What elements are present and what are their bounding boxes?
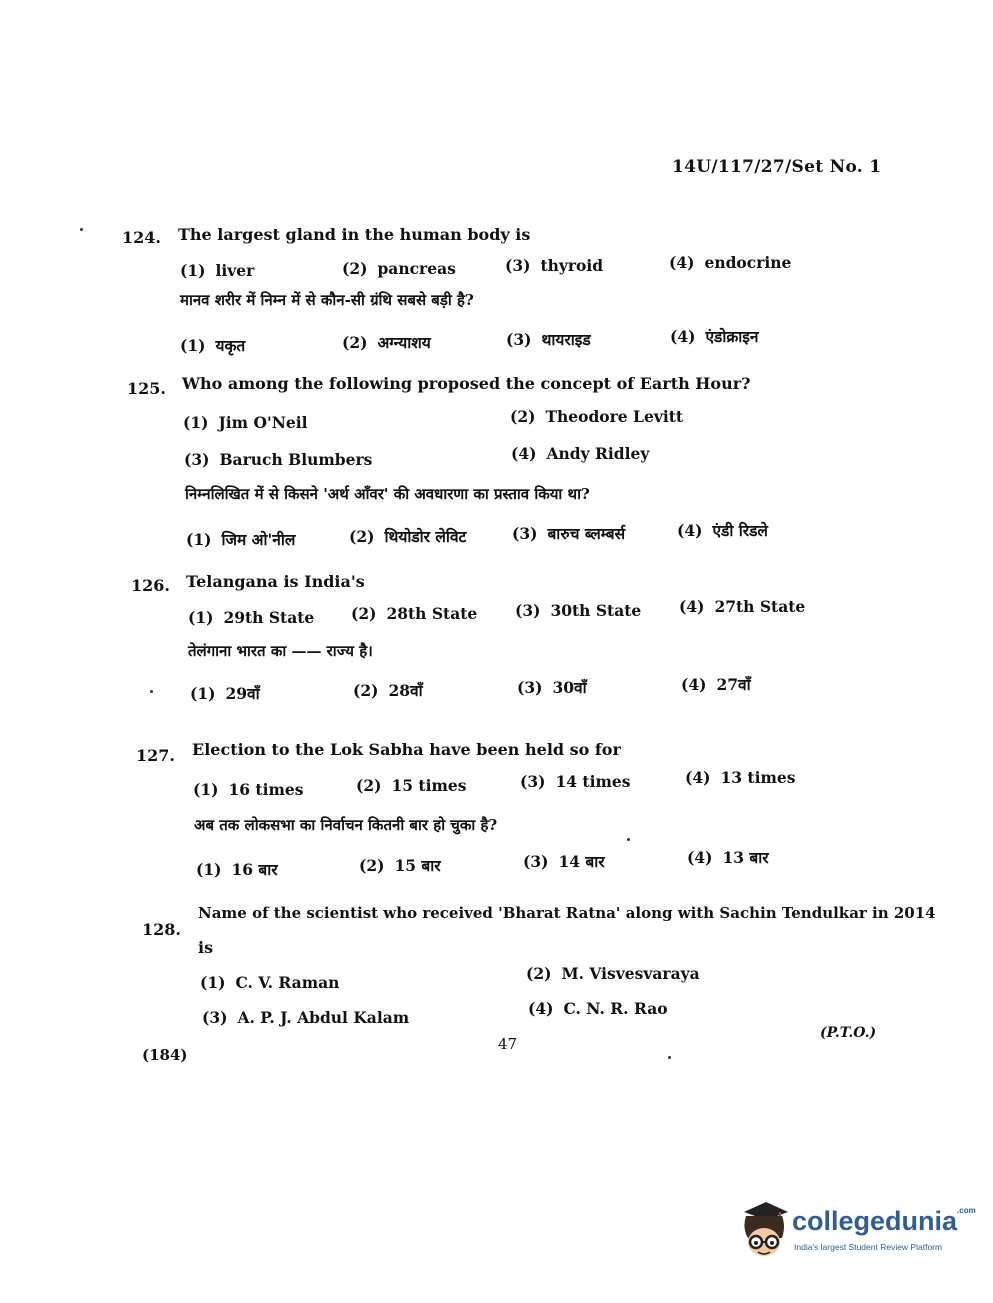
hindi-question-text: मानव शरीर में निम्न में से कौन-सी ग्रंथि सबसे बड़ी है?	[180, 291, 474, 309]
option-3: (3) thyroid	[505, 256, 604, 275]
question-number: 127.	[136, 746, 175, 765]
hindi-option-1: (1) 16 बार	[196, 860, 278, 879]
hindi-option-2: (2) 28वाँ	[353, 681, 423, 700]
option-3: (3) 14 times	[520, 772, 631, 791]
question-text-line2: is	[198, 938, 214, 957]
hindi-option-1: (1) जिम ओ'नील	[186, 530, 296, 549]
hindi-option-3: (3) थायराइड	[506, 330, 591, 349]
booklet-code: (184)	[142, 1046, 188, 1064]
hindi-option-4: (4) एंडोक्राइन	[670, 327, 759, 346]
logo-tagline: India's largest Student Review Platform	[794, 1242, 943, 1252]
mascot-icon	[736, 1198, 792, 1260]
hindi-question-text: तेलंगाना भारत का —— राज्य है।	[188, 642, 373, 660]
option-1: (1) 16 times	[193, 780, 304, 799]
option-1: (1) C. V. Raman	[200, 973, 340, 992]
page-number: 47	[498, 1035, 518, 1053]
print-mark	[668, 1056, 671, 1059]
set-code: 14U/117/27/Set No. 1	[672, 157, 882, 177]
option-4: (4) 13 times	[685, 768, 796, 787]
question-number: 125.	[127, 379, 166, 398]
hindi-option-3: (3) 14 बार	[523, 852, 605, 871]
hindi-option-3: (3) 30वाँ	[517, 678, 587, 697]
print-mark	[150, 690, 153, 693]
hindi-option-2: (2) थियोडोर लेविट	[349, 527, 467, 546]
option-2: (2) 15 times	[356, 776, 467, 795]
option-4: (4) 27th State	[679, 597, 806, 616]
question-text: The largest gland in the human body is	[178, 225, 531, 244]
option-4: (4) Andy Ridley	[511, 444, 650, 463]
option-1: (1) liver	[180, 261, 255, 280]
option-2: (2) pancreas	[342, 259, 456, 278]
option-3: (3) A. P. J. Abdul Kalam	[202, 1008, 410, 1027]
question-number: 124.	[122, 228, 161, 247]
option-3: (3) 30th State	[515, 601, 642, 620]
pto-label: (P.T.O.)	[820, 1025, 877, 1041]
question-text: Who among the following proposed the concept of Earth Hour?	[182, 374, 751, 393]
question-text: Telangana is India's	[186, 572, 365, 591]
hindi-option-1: (1) यकृत	[180, 336, 246, 355]
hindi-option-2: (2) अग्न्याशय	[342, 333, 431, 352]
hindi-option-4: (4) 13 बार	[687, 848, 769, 867]
question-text: Election to the Lok Sabha have been held so for	[192, 740, 621, 759]
option-2: (2) Theodore Levitt	[510, 407, 684, 426]
hindi-question-text: अब तक लोकसभा का निर्वाचन कितनी बार हो चुका है?	[194, 816, 498, 834]
option-2: (2) 28th State	[351, 604, 478, 623]
option-4: (4) C. N. R. Rao	[528, 999, 668, 1018]
print-mark	[627, 838, 630, 841]
hindi-option-3: (3) बारुच ब्लम्बर्स	[512, 524, 626, 543]
print-mark	[80, 228, 83, 231]
logo-wordmark: collegedunia$^{.com}$	[792, 1206, 976, 1236]
collegedunia-logo	[736, 1196, 976, 1266]
option-1: (1) Jim O'Neil	[183, 413, 308, 432]
option-1: (1) 29th State	[188, 608, 315, 627]
option-3: (3) Baruch Blumbers	[184, 450, 373, 469]
hindi-option-2: (2) 15 बार	[359, 856, 441, 875]
option-4: (4) endocrine	[669, 253, 792, 272]
hindi-question-text: निम्नलिखित में से किसने 'अर्थ आँवर' की अवधारणा का प्रस्ताव किया था?	[185, 485, 590, 503]
hindi-option-4: (4) एंडी रिडले	[677, 521, 768, 540]
hindi-option-1: (1) 29वाँ	[190, 684, 260, 703]
question-number: 128.	[142, 920, 181, 939]
option-2: (2) M. Visvesvaraya	[526, 964, 700, 983]
question-number: 126.	[131, 576, 170, 595]
question-text-line1: Name of the scientist who received 'Bharat Ratna' along with Sachin Tendulkar in 2014	[198, 904, 936, 922]
hindi-option-4: (4) 27वाँ	[681, 675, 751, 694]
